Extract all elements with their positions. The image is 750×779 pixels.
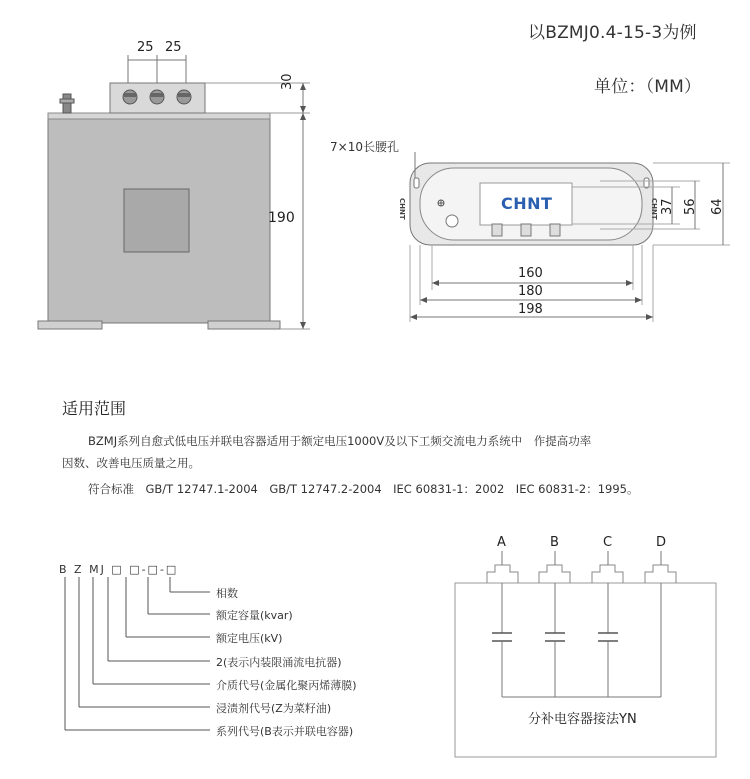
- top-view: [410, 152, 730, 322]
- scope-heading: 适用范围: [62, 399, 127, 418]
- scope-standards: 符合标准 GB/T 12747.1-2004 GB/T 12747.2-2004 IEC 60831-1：2002 IEC 60831-2：1995。: [88, 482, 639, 496]
- scope-line-2: 因数、改善电压质量之用。: [62, 456, 200, 470]
- scope-line-1: BZMJ系列自愈式低电压并联电容器适用于额定电压1000V及以下工频交流电力系统中 作提高功率: [88, 434, 592, 448]
- code-item-impregnant: 浸渍剂代号(Z为菜籽油): [216, 702, 332, 715]
- dim-terminal-height: 30: [280, 73, 295, 90]
- dim-terminal-right: 25: [165, 40, 182, 55]
- dim-64: 64: [710, 198, 725, 215]
- code-item-dielectric: 介质代号(金属化聚丙烯薄膜): [216, 679, 357, 692]
- dim-180: 180: [518, 284, 543, 299]
- model-example-title: 以BZMJ0.4-15-3为例: [528, 23, 697, 43]
- dim-37: 37: [660, 198, 675, 215]
- dim-body-height: 190: [268, 210, 295, 226]
- side-mark-left: CHNT: [398, 198, 406, 220]
- wiring-caption: 分补电容器接法YN: [528, 712, 637, 727]
- code-item-reactor: 2(表示内装限涌流电抗器): [216, 656, 342, 669]
- unit-label: 单位：（MM）: [594, 77, 702, 97]
- dim-198: 198: [518, 302, 543, 317]
- terminal-c-label: C: [603, 535, 613, 550]
- terminal-d-label: D: [656, 535, 667, 550]
- model-code-leaders: [65, 577, 210, 730]
- dim-56: 56: [683, 198, 698, 215]
- model-code: B Z MJ □ □-□-□: [59, 563, 179, 576]
- dim-160: 160: [518, 266, 543, 281]
- code-item-voltage: 额定电压(kV): [216, 632, 283, 645]
- terminal-a-label: A: [497, 535, 506, 550]
- slot-label: 7×10长腰孔: [330, 140, 399, 154]
- side-mark-right: CHNT: [650, 198, 658, 220]
- front-view: [38, 55, 310, 329]
- code-item-phases: 相数: [216, 587, 238, 600]
- brand-logo: CHNT: [501, 194, 553, 213]
- code-item-series: 系列代号(B表示并联电容器): [216, 725, 354, 738]
- code-item-capacity: 额定容量(kvar): [216, 609, 293, 622]
- terminal-b-label: B: [550, 535, 559, 550]
- dim-terminal-left: 25: [137, 40, 154, 55]
